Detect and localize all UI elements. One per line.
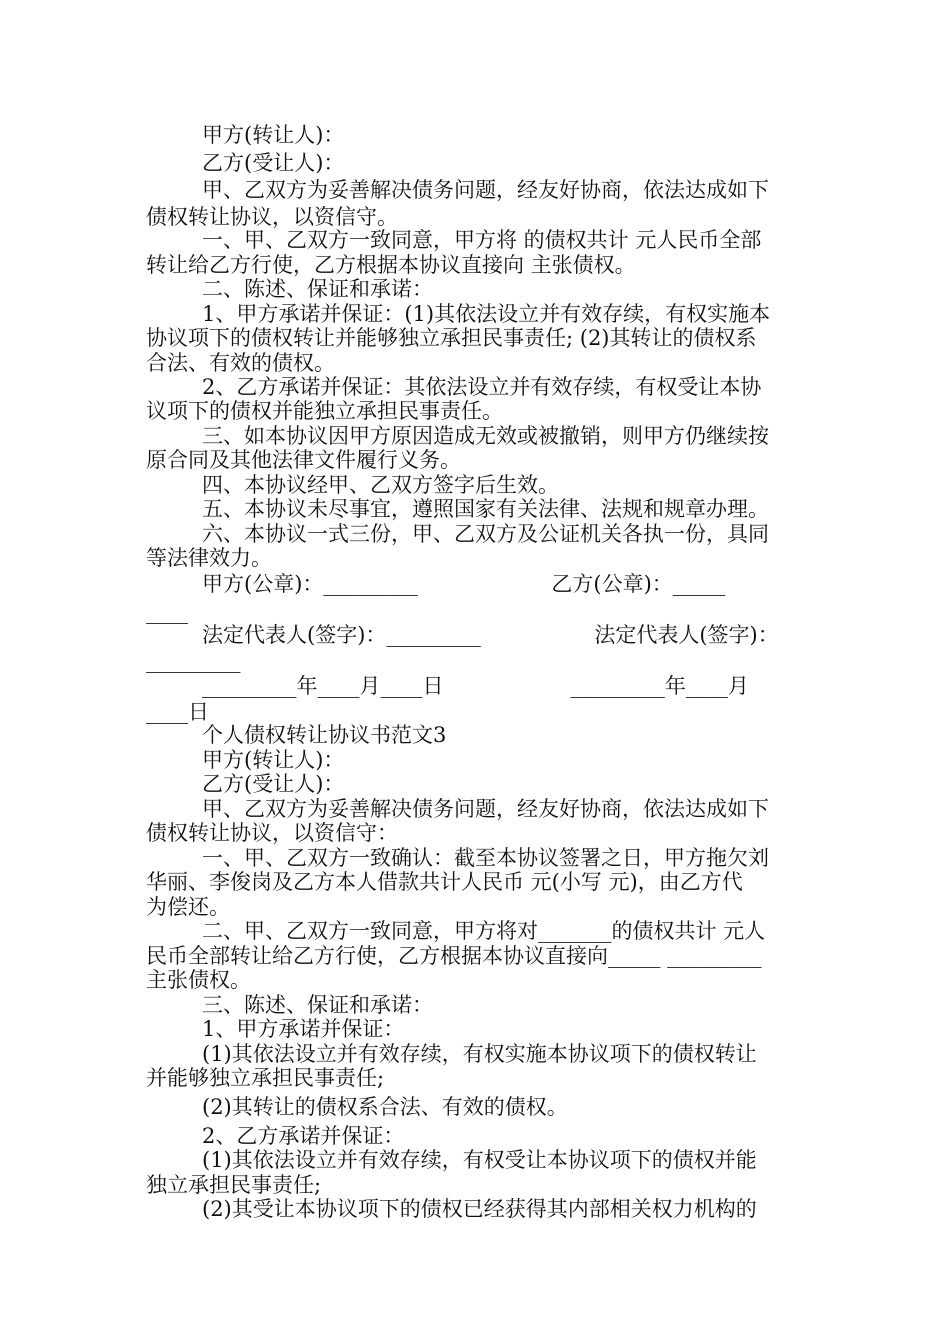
text-line: 四、本协议经甲、乙双方签字后生效。 xyxy=(202,473,559,497)
text-line: 六、本协议一式三份，甲、乙双方及公证机关各执一份，具同 xyxy=(202,522,769,546)
text-line: 二、甲、乙双方一致同意，甲方将对_______的债权共计 元人 xyxy=(202,919,766,943)
signature-line: _________ xyxy=(146,649,241,673)
text-line: 2、乙方承诺并保证： xyxy=(202,1124,405,1148)
text-line: 二、陈述、保证和承诺： xyxy=(202,277,433,301)
text-line: 独立承担民事责任; xyxy=(146,1173,322,1197)
text-line: 华丽、李俊岗及乙方本人借款共计人民币 元(小写 元)，由乙方代 xyxy=(146,870,743,894)
text-line: 民币全部转让给乙方行使，乙方根据本协议直接向_____ _________ xyxy=(146,944,762,968)
text-line: 甲、乙双方为妥善解决债务问题，经友好协商，依法达成如下 xyxy=(202,797,769,821)
text-line: 甲、乙双方为妥善解决债务问题，经友好协商，依法达成如下 xyxy=(202,178,769,202)
signature-line: 甲方(公章)：_________ 乙方(公章)：_____ xyxy=(202,572,726,596)
text-line: 一、甲、乙双方一致确认：截至本协议签署之日，甲方拖欠刘 xyxy=(202,846,769,870)
text-line: 协议项下的债权转让并能够独立承担民事责任; (2)其转让的债权系 xyxy=(146,326,757,350)
text-line: 合法、有效的债权。 xyxy=(146,351,335,375)
text-line: 乙方(受让人)： xyxy=(202,772,345,796)
text-line: 一、甲、乙双方一致同意，甲方将 的债权共计 元人民币全部 xyxy=(202,228,762,252)
text-line: 为偿还。 xyxy=(146,895,230,919)
text-line: (2)其转让的债权系合法、有效的债权。 xyxy=(202,1095,568,1119)
signature-line: ____ xyxy=(146,600,188,624)
date-line: ____日 xyxy=(146,700,209,724)
section-title: 个人债权转让协议书范文3 xyxy=(202,723,447,747)
text-line: 转让给乙方行使，乙方根据本协议直接向 主张债权。 xyxy=(146,253,636,277)
text-line: 等法律效力。 xyxy=(146,546,272,570)
text-line: 原合同及其他法律文件履行义务。 xyxy=(146,448,461,472)
text-line: (1)其依法设立并有效存续，有权受让本协议项下的债权并能 xyxy=(202,1148,757,1172)
text-line: 三、陈述、保证和承诺： xyxy=(202,993,433,1017)
text-line: 债权转让协议，以资信守： xyxy=(146,821,398,845)
text-line: 三、如本协议因甲方原因造成无效或被撤销，则甲方仍继续按 xyxy=(202,424,769,448)
signature-line: 法定代表人(签字)：_________ 法定代表人(签字)： xyxy=(202,623,779,647)
date-line: _________年____月____日 _________年____月 xyxy=(202,674,749,698)
text-line: 并能够独立承担民事责任; xyxy=(146,1066,385,1090)
text-line: 五、本协议未尽事宜，遵照国家有关法律、法规和规章办理。 xyxy=(202,497,769,521)
text-line: 议项下的债权并能独立承担民事责任。 xyxy=(146,399,503,423)
text-line: 1、甲方承诺并保证： xyxy=(202,1017,405,1041)
text-line: 2、乙方承诺并保证：其依法设立并有效存续，有权受让本协 xyxy=(202,375,762,399)
text-line: 甲方(转让人)： xyxy=(202,748,345,772)
text-line: (2)其受让本协议项下的债权已经获得其内部相关权力机构的 xyxy=(202,1197,757,1221)
text-line: 乙方(受让人)： xyxy=(202,151,345,175)
text-line: 1、甲方承诺并保证：(1)其依法设立并有效存续，有权实施本 xyxy=(202,302,771,326)
text-line: (1)其依法设立并有效存续，有权实施本协议项下的债权转让 xyxy=(202,1042,757,1066)
text-line: 主张债权。 xyxy=(146,968,251,992)
text-line: 甲方(转让人)： xyxy=(202,123,345,147)
text-line: 债权转让协议，以资信守。 xyxy=(146,205,398,229)
